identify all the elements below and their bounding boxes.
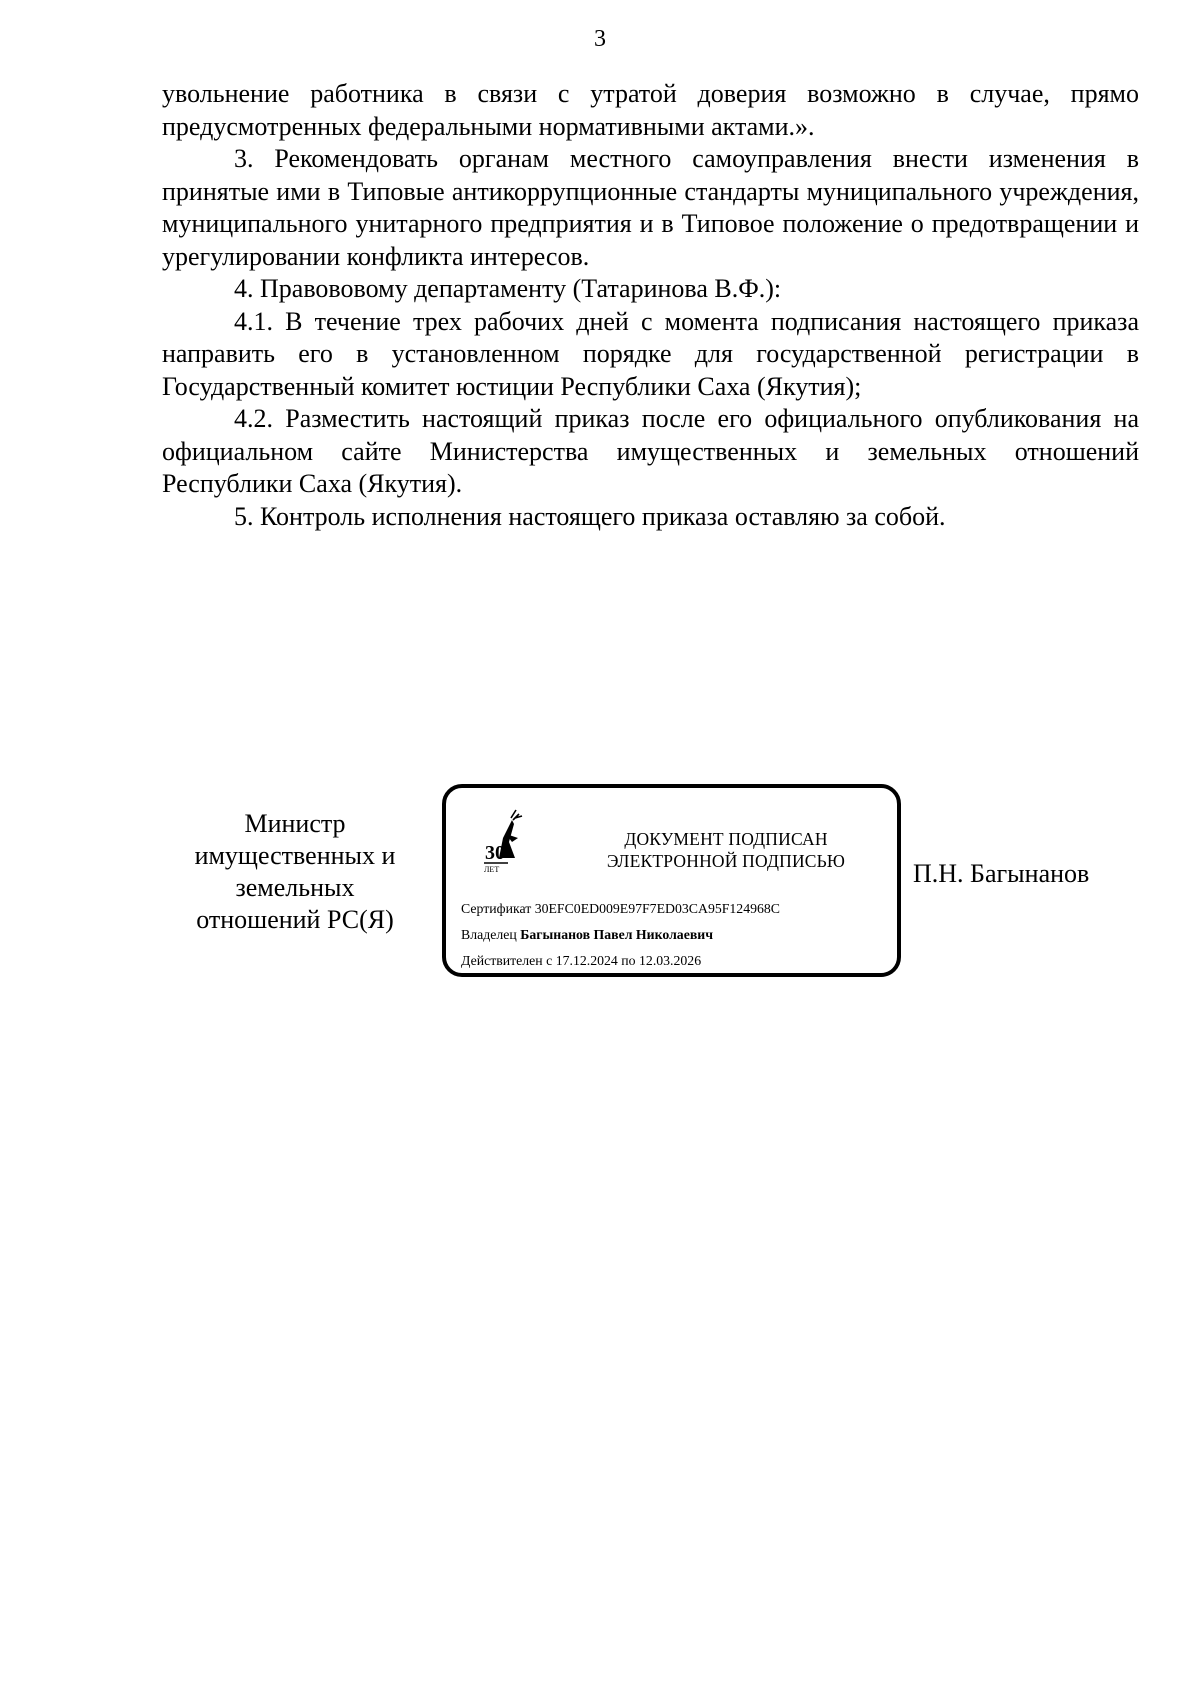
signer-position-line: Министр xyxy=(244,809,346,838)
paragraph-continuation: увольнение работника в связи с утратой доверия возможно в случае, прямо предусмотренных федеральными нормативными актами.». xyxy=(162,79,1139,141)
owner-row xyxy=(461,926,713,944)
validity-label: Действителен xyxy=(461,953,543,968)
document-body xyxy=(162,78,1139,533)
page-number: 3 xyxy=(594,26,606,52)
paragraph-item-3: 3. Рекомендовать органам местного самоуправления внести изменения в принятые ими в Типовые антикоррупционные стандарты муниципального учреждения, муниципального унитарного предприятия и в Типовое положение о предотвращении и урегулировании конфликта интересов. xyxy=(162,144,1139,271)
signer-position-line: имущественных и xyxy=(194,841,396,870)
certificate-label: Сертификат xyxy=(461,901,532,916)
stamp-heading-line: ЭЛЕКТРОННОЙ ПОДПИСЬЮ xyxy=(606,851,846,871)
emblem-icon xyxy=(482,808,530,874)
paragraph-item-4: 4. Правововому департаменту (Татаринова В.Ф.): xyxy=(234,274,782,303)
signer-position-line: земельных xyxy=(235,873,355,902)
owner-label: Владелец xyxy=(461,927,517,942)
validity-from: 17.12.2024 xyxy=(555,953,618,968)
validity-row xyxy=(461,952,701,970)
signer-position xyxy=(170,808,420,936)
electronic-signature-stamp xyxy=(442,784,901,977)
signer-position-line: отношений РС(Я) xyxy=(196,905,394,934)
validity-to-label: по xyxy=(621,953,636,968)
paragraph-item-5: 5. Контроль исполнения настоящего приказа оставляю за собой. xyxy=(234,501,946,531)
validity-from-label: с xyxy=(546,953,553,968)
stamp-heading xyxy=(556,828,896,872)
paragraph-item-4-1: 4.1. В течение трех рабочих дней с момента подписания настоящего приказа направить его в установленном порядке для государственной регистрации в Государственный комитет юстиции Республики Саха (Якутия); xyxy=(162,306,1139,401)
owner-value: Багынанов Павел Николаевич xyxy=(520,927,714,942)
emblem-number: 30 xyxy=(485,842,505,864)
paragraph-item-4-2: 4.2. Разместить настоящий приказ после его официального опубликования на официальном сайте Министерства имущественных и земельных отношений Республики Саха (Якутия). xyxy=(162,404,1139,498)
stamp-heading-line: ДОКУМЕНТ ПОДПИСАН xyxy=(624,829,828,849)
certificate-row xyxy=(461,900,780,918)
validity-to: 12.03.2026 xyxy=(639,953,702,968)
signer-name: П.Н. Багынанов xyxy=(913,859,1090,888)
emblem-subtext: ЛЕТ xyxy=(484,865,500,874)
certificate-value: 30EFC0ED009E97F7ED03CA95F124968C xyxy=(534,901,781,916)
